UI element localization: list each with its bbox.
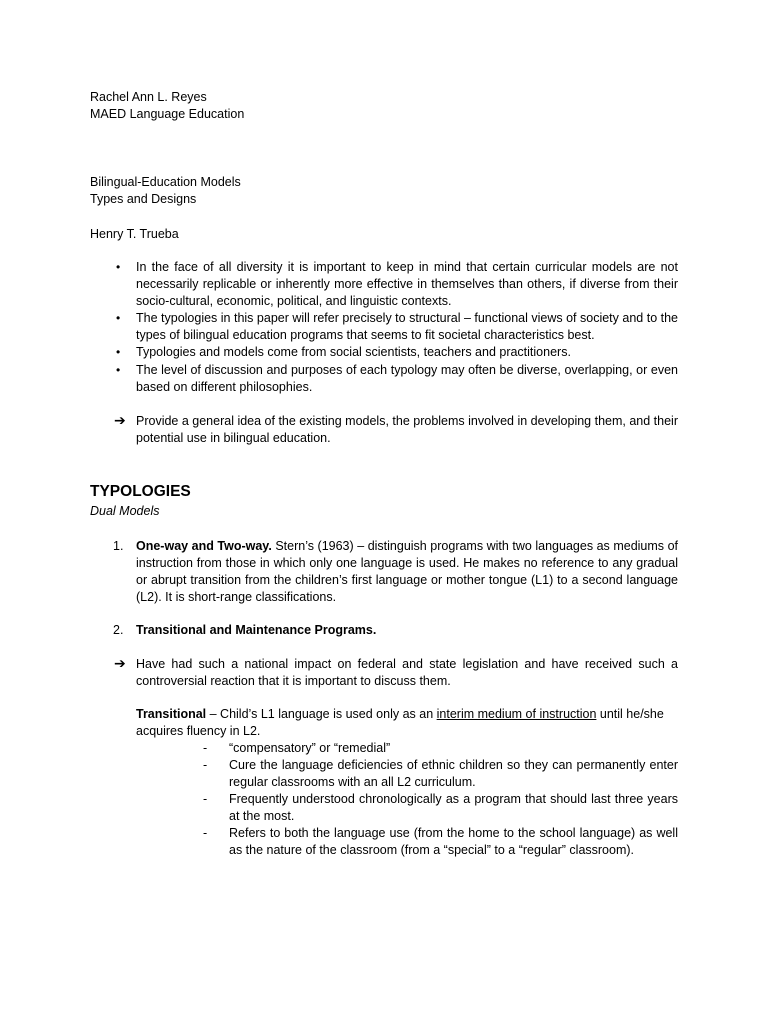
list-number: 2.: [113, 623, 124, 637]
dash-item: Refers to both the language use (from the home to the school language) as well as the nature of the classroom (from a “special” to a “regular” classroom).: [229, 826, 678, 857]
author-name: Rachel Ann L. Reyes: [90, 90, 207, 104]
transitional-paragraph: [136, 706, 678, 740]
numbered-item-text: Stern’s (1963) – distinguish programs with two languages as mediums of instruction from those in which only one language is used. He makes no reference to any gradual or abrupt transition from the children’s first language or mother tongue (L1) to a second language (L2). It is short-range classifications.: [136, 539, 679, 604]
bullet-icon: •: [116, 345, 121, 359]
numbered-item-title: One-way and Two-way.: [136, 539, 272, 553]
numbered-item: [136, 538, 678, 606]
bullet-icon: •: [116, 311, 121, 325]
bullet-item: Typologies and models come from social scientists, teachers and practitioners.: [136, 345, 571, 359]
bullet-icon: •: [116, 260, 121, 274]
arrow-note: Provide a general idea of the existing models, the problems involved in developing them, and their potential use in bilingual education.: [136, 414, 678, 445]
section-heading: TYPOLOGIES: [90, 483, 191, 500]
source-author: Henry T. Trueba: [90, 227, 179, 241]
transitional-text: – Child’s L1 language is used only as an: [206, 707, 437, 721]
program-name: MAED Language Education: [90, 107, 245, 121]
dash-item: “compensatory” or “remedial”: [229, 741, 391, 755]
arrow-icon: ➔: [114, 412, 126, 428]
numbered-item-title: Transitional and Maintenance Programs.: [136, 623, 377, 637]
bullet-item: In the face of all diversity it is important to keep in mind that certain curricular models are not necessarily replicable or inherently more effective in themselves than others, if diverse from their socio-cultural, economic, political, and linguistic contexts.: [136, 260, 678, 308]
arrow-icon: ➔: [114, 655, 126, 671]
dash-icon: -: [203, 741, 208, 755]
arrow-note: Have had such a national impact on federal and state legislation and have received such a controversial reaction that it is important to discuss them.: [136, 657, 678, 688]
dash-item: Frequently understood chronologically as a program that should last three years at the most.: [229, 792, 678, 823]
dash-icon: -: [203, 792, 208, 806]
dash-icon: -: [203, 826, 208, 840]
bullet-item: The typologies in this paper will refer precisely to structural – functional views of society and to the types of bilingual education programs that seems to fit societal characteristics best.: [136, 311, 678, 342]
transitional-text: until he/she acquires fluency in L2.: [136, 707, 664, 738]
dash-icon: -: [203, 758, 208, 772]
document-subtitle: Types and Designs: [90, 192, 197, 206]
bullet-item: The level of discussion and purposes of each typology may often be diverse, overlapping, or even based on different philosophies.: [136, 363, 678, 394]
bullet-icon: •: [116, 363, 121, 377]
underlined-phrase: interim medium of instruction: [436, 707, 597, 721]
list-number: 1.: [113, 539, 124, 553]
section-subheading: Dual Models: [90, 504, 160, 518]
dash-item: Cure the language deficiencies of ethnic children so they can permanently enter regular classrooms with an all L2 curriculum.: [229, 758, 678, 789]
transitional-term: Transitional: [136, 707, 207, 721]
document-title: Bilingual-Education Models: [90, 175, 241, 189]
